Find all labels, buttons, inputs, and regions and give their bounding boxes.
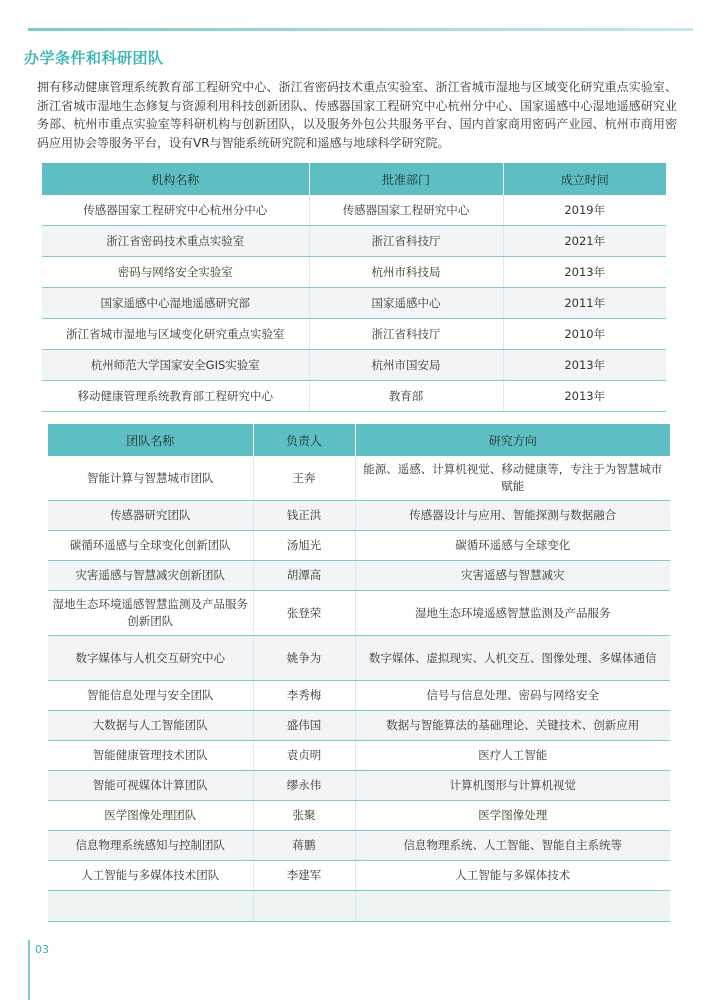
- team-leader: 盛伟国: [253, 711, 355, 741]
- approver: 杭州市科技局: [309, 257, 503, 288]
- table-row: [42, 319, 666, 350]
- team-leader: 张聚: [253, 801, 355, 831]
- table-row: [48, 861, 670, 891]
- research-direction: 医疗人工智能: [355, 741, 670, 771]
- empty-cell: [355, 891, 670, 922]
- team-leader: 缪永伟: [253, 771, 355, 801]
- table-row: [48, 771, 670, 801]
- empty-cell: [48, 891, 253, 922]
- table-row: [48, 711, 670, 741]
- team-leader: 王奔: [253, 456, 355, 501]
- research-direction: 湿地生态环境遥感智慧监测及产品服务: [355, 591, 670, 636]
- table-row: [48, 501, 670, 531]
- research-direction: 医学图像处理: [355, 801, 670, 831]
- table-row: [42, 381, 666, 412]
- table-row: [48, 531, 670, 561]
- research-direction: 计算机图形与计算机视觉: [355, 771, 670, 801]
- table-row: [48, 741, 670, 771]
- top-divider: [28, 28, 693, 31]
- team-name: 信息物理系统感知与控制团队: [48, 831, 253, 861]
- team-leader: 蒋鹏: [253, 831, 355, 861]
- research-direction: 人工智能与多媒体技术: [355, 861, 670, 891]
- institution-name: 传感器国家工程研究中心杭州分中心: [42, 195, 309, 226]
- team-name: 智能信息处理与安全团队: [48, 681, 253, 711]
- team-name: 传感器研究团队: [48, 501, 253, 531]
- team-name: 数字媒体与人机交互研究中心: [48, 636, 253, 681]
- col-header-approver: 批准部门: [309, 163, 503, 195]
- team-leader: 姚争为: [253, 636, 355, 681]
- team-leader: 李建军: [253, 861, 355, 891]
- institution-name: 浙江省密码技术重点实验室: [42, 226, 309, 257]
- established-year: 2013年: [503, 381, 666, 412]
- research-direction: 信息物理系统、人工智能、智能自主系统等: [355, 831, 670, 861]
- institution-name: 杭州师范大学国家安全GIS实验室: [42, 350, 309, 381]
- table-row: [48, 591, 670, 636]
- team-leader: 袁贞明: [253, 741, 355, 771]
- team-name: 智能健康管理技术团队: [48, 741, 253, 771]
- team-leader: 李秀梅: [253, 681, 355, 711]
- team-name: 医学图像处理团队: [48, 801, 253, 831]
- research-direction: 数据与智能算法的基础理论、关键技术、创新应用: [355, 711, 670, 741]
- research-direction: 碳循环遥感与全球变化: [355, 531, 670, 561]
- teams-header-row: [48, 424, 670, 456]
- table-row: [48, 681, 670, 711]
- team-name: 湿地生态环境遥感智慧监测及产品服务创新团队: [48, 591, 253, 636]
- team-name: 人工智能与多媒体技术团队: [48, 861, 253, 891]
- table-row: [48, 561, 670, 591]
- research-direction: 数字媒体、虚拟现实、人机交互、图像处理、多媒体通信: [355, 636, 670, 681]
- research-teams-table: [48, 424, 670, 922]
- empty-cell: [253, 891, 355, 922]
- team-leader: 汤旭光: [253, 531, 355, 561]
- table-row: [48, 831, 670, 861]
- team-name: 大数据与人工智能团队: [48, 711, 253, 741]
- empty-table-row: [48, 891, 670, 922]
- established-year: 2010年: [503, 319, 666, 350]
- page-number: 03: [35, 943, 49, 956]
- col-header-leader: 负责人: [253, 424, 355, 456]
- approver: 浙江省科技厅: [309, 319, 503, 350]
- section-title: 办学条件和科研团队: [24, 49, 164, 67]
- institution-name: 国家遥感中心湿地遥感研究部: [42, 288, 309, 319]
- research-direction: 灾害遥感与智慧减灾: [355, 561, 670, 591]
- table-row: [42, 257, 666, 288]
- team-name: 碳循环遥感与全球变化创新团队: [48, 531, 253, 561]
- table-row: [42, 350, 666, 381]
- approver: 教育部: [309, 381, 503, 412]
- page-marker-bar: [28, 940, 30, 1000]
- approver: 传感器国家工程研究中心: [309, 195, 503, 226]
- team-name: 灾害遥感与智慧减灾创新团队: [48, 561, 253, 591]
- research-direction: 信号与信息处理、密码与网络安全: [355, 681, 670, 711]
- research-direction: 传感器设计与应用、智能探测与数据融合: [355, 501, 670, 531]
- table-row: [42, 195, 666, 226]
- intro-paragraph: 拥有移动健康管理系统教育部工程研究中心、浙江省密码技术重点实验室、浙江省城市湿地与区域变化研究重点实验室、浙江省城市湿地生态修复与资源利用科技创新团队、传感器国家工程研究中心杭州分中心、国家遥感中心湿地遥感研究业务部、杭州市重点实验室等科研机构与创新团队，以及服务外包公共服务平台、国内首家商用密码产业园、杭州市商用密码应用协会等服务平台，设有VR与智能系统研究院和遥感与地球科学研究院。: [37, 80, 677, 150]
- team-leader: 胡潭高: [253, 561, 355, 591]
- established-year: 2019年: [503, 195, 666, 226]
- approver: 浙江省科技厅: [309, 226, 503, 257]
- established-year: 2021年: [503, 226, 666, 257]
- approver: 杭州市国安局: [309, 350, 503, 381]
- approver: 国家遥感中心: [309, 288, 503, 319]
- table-row: [48, 456, 670, 501]
- institution-name: 移动健康管理系统教育部工程研究中心: [42, 381, 309, 412]
- institution-name: 浙江省城市湿地与区域变化研究重点实验室: [42, 319, 309, 350]
- team-leader: 张登荣: [253, 591, 355, 636]
- col-header-institution: 机构名称: [42, 163, 309, 195]
- research-direction: 能源、遥感、计算机视觉、移动健康等，专注于为智慧城市赋能: [355, 456, 670, 501]
- team-leader: 钱正洪: [253, 501, 355, 531]
- team-name: 智能可视媒体计算团队: [48, 771, 253, 801]
- table-row: [42, 288, 666, 319]
- table-row: [48, 801, 670, 831]
- team-name: 智能计算与智慧城市团队: [48, 456, 253, 501]
- established-year: 2013年: [503, 257, 666, 288]
- institutions-table: [42, 163, 666, 412]
- institution-name: 密码与网络安全实验室: [42, 257, 309, 288]
- col-header-team: 团队名称: [48, 424, 253, 456]
- col-header-established: 成立时间: [503, 163, 666, 195]
- table-row: [48, 636, 670, 681]
- col-header-research-direction: 研究方向: [355, 424, 670, 456]
- established-year: 2011年: [503, 288, 666, 319]
- institutions-header-row: [42, 163, 666, 195]
- table-row: [42, 226, 666, 257]
- established-year: 2013年: [503, 350, 666, 381]
